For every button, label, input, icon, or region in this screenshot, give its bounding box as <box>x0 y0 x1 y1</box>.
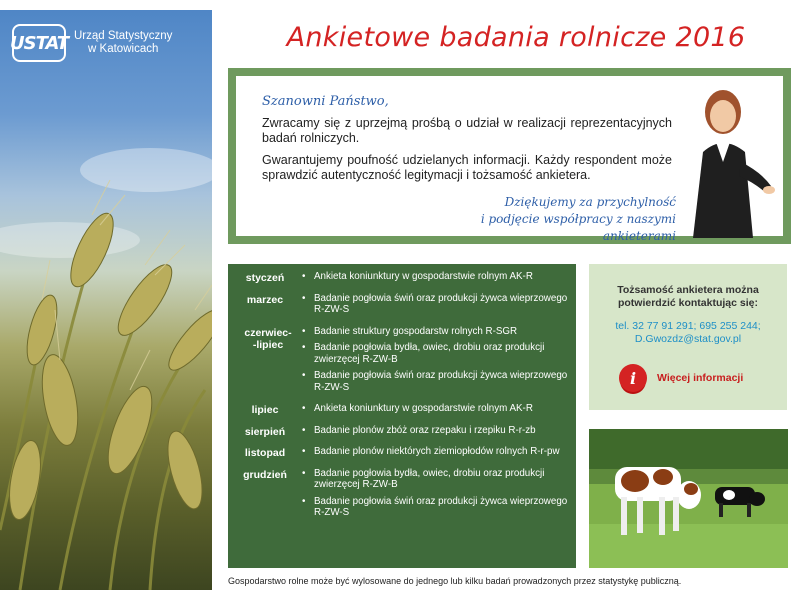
survey-list <box>302 293 576 321</box>
gus-logo <box>12 24 172 62</box>
schedule-row <box>228 446 576 463</box>
schedule-row <box>228 425 576 442</box>
info-icon[interactable]: i <box>619 364 647 392</box>
thanks-note <box>406 194 676 245</box>
month-label: marzec <box>246 293 284 306</box>
contact-email-link[interactable]: D.Gwozdz@stat.gov.pl <box>634 333 742 345</box>
contact-box <box>589 264 787 410</box>
intro-paragraph-2: Gwarantujemy poufność udzielanych informacji. Każdy respondent może sprawdzić autentyczność legitymacji i tożsamość ankietera. <box>262 153 672 182</box>
survey-list <box>302 403 576 420</box>
survey-list <box>302 468 576 524</box>
interviewer-photo <box>683 82 775 238</box>
page-title: Ankietowe badania rolnicze 2016 <box>286 22 746 53</box>
month-label <box>228 326 302 399</box>
survey-item: • Badanie pogłowia świń oraz produkcji żywca wieprzowego R-ZW-S <box>302 496 568 519</box>
intro-box <box>236 76 783 243</box>
survey-list <box>302 446 576 463</box>
contact-heading: Tożsamość ankietera można potwierdzić kontaktując się: <box>617 284 759 309</box>
thanks-line-2: i podjęcie współpracy z naszymi ankieterami <box>480 212 676 243</box>
wheat-illustration <box>0 10 212 590</box>
org-name <box>74 30 172 56</box>
org-name-line1: Urząd Statystyczny <box>74 30 173 42</box>
month-label: listopad <box>244 447 286 459</box>
intro-paragraph-1: Zwracamy się z uprzejmą prośbą o udział w realizacji reprezentacyjnych badań rolniczych. <box>262 116 672 145</box>
survey-item: • Badanie pogłowia bydła, owiec, drobiu oraz produkcji zwierzęcej R-ZW-B <box>302 342 568 365</box>
contact-phones: tel. 32 77 91 291; 695 255 244; <box>615 320 761 332</box>
survey-item: • Badanie struktury gospodarstw rolnych R-SGR <box>302 326 568 338</box>
survey-item: • Ankieta koniunktury w gospodarstwie rolnym AK-R <box>302 271 568 283</box>
survey-item: • Badanie pogłowia świń oraz produkcji żywca wieprzowego R-ZW-S <box>302 370 568 393</box>
survey-item: • Badanie pogłowia bydła, owiec, drobiu oraz produkcji zwierzęcej R-ZW-B <box>302 468 568 491</box>
ustat-logo-mark: USTAT <box>12 24 66 62</box>
schedule-row <box>228 468 576 524</box>
schedule-row <box>228 293 576 321</box>
survey-list <box>302 326 576 399</box>
cows-photo <box>589 429 788 568</box>
survey-item: • Badanie plonów zbóż oraz rzepaku i rzepiku R-r-zb <box>302 425 568 437</box>
thanks-line-1: Dziękujemy za przychylność <box>504 195 676 209</box>
survey-list <box>302 425 576 442</box>
survey-schedule <box>228 264 576 568</box>
survey-item: • Badanie pogłowia świń oraz produkcji żywca wieprzowego R-ZW-S <box>302 293 568 316</box>
more-info-link[interactable] <box>619 364 743 392</box>
month-label: sierpień <box>244 425 286 438</box>
survey-item: • Ankieta koniunktury w gospodarstwie rolnym AK-R <box>302 403 568 415</box>
footnote: Gospodarstwo rolne może być wylosowane do jednego lub kilku badań prowadzonych przez statystykę publiczną. <box>228 576 682 586</box>
intro-frame <box>228 68 791 244</box>
wheat-photo <box>0 10 212 590</box>
more-info-label[interactable]: Więcej informacji <box>657 372 744 384</box>
greeting: Szanowni Państwo, <box>262 94 389 109</box>
org-name-line2: w Katowicach <box>88 43 159 55</box>
month-label: lipiec <box>251 404 279 416</box>
month-label: styczeń <box>245 272 285 284</box>
month-label-part: czerwiec- -lipiec <box>244 326 292 351</box>
survey-list <box>302 271 576 288</box>
contact-details <box>589 320 787 346</box>
schedule-row <box>228 326 576 399</box>
schedule-row <box>228 403 576 420</box>
survey-item: • Badanie plonów niektórych ziemiopłodów rolnych R-r-pw <box>302 446 568 458</box>
schedule-row <box>228 271 576 288</box>
month-label: grudzień <box>243 468 287 481</box>
